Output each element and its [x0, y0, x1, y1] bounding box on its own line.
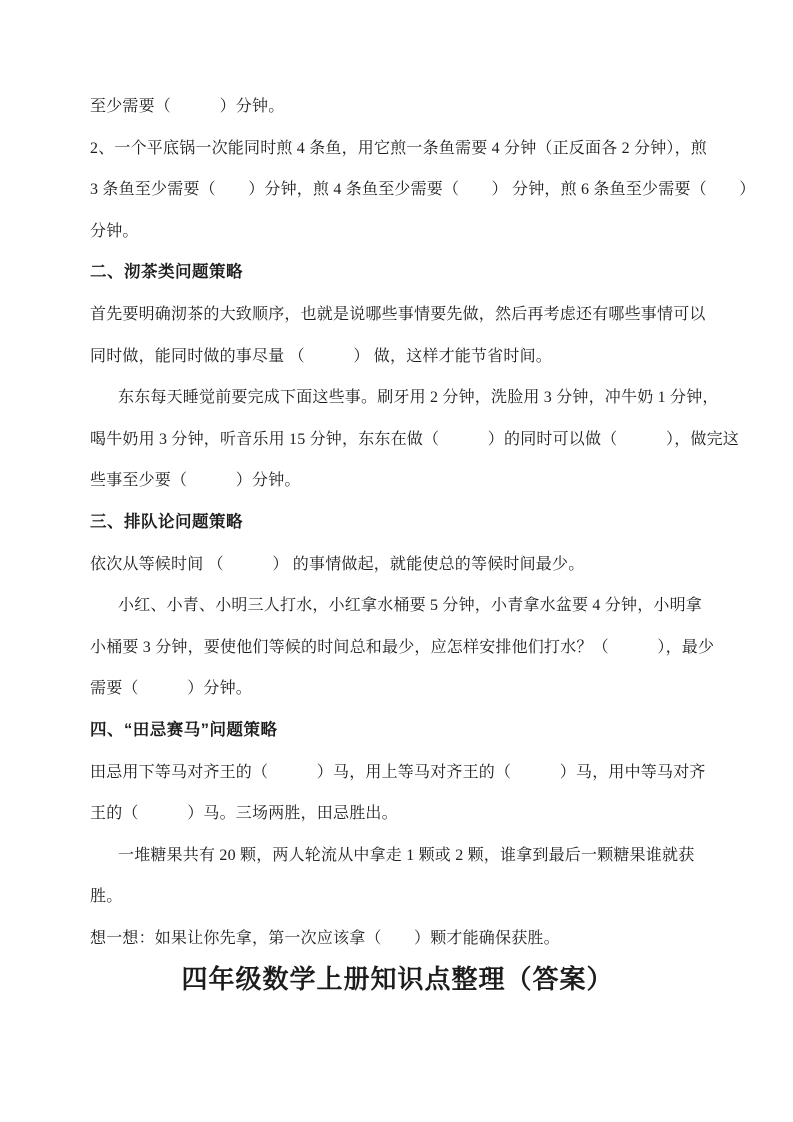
text-line: 胜。 — [90, 888, 123, 906]
text-line: 田忌用下等马对齐王的（ ）马，用上等马对齐王的（ ）马，用中等马对齐 — [90, 763, 706, 781]
text-line: 依次从等候时间 （ ） 的事情做起，就能使总的等候时间最少。 — [90, 555, 585, 573]
text-line: 小桶要 3 分钟，要使他们等候的时间总和最少，应怎样安排他们打水？（ ），最少 — [90, 638, 715, 656]
text-line: 至少需要（ ）分钟。 — [90, 98, 285, 115]
text-line: 首先要明确沏茶的大致顺序，也就是说哪些事情要先做，然后再考虑还有哪些事情可以 — [90, 305, 706, 323]
text-line: 同时做，能同时做的事尽量 （ ） 做，这样才能节省时间。 — [90, 347, 553, 365]
text-line: 3 条鱼至少需要（ ）分钟，煎 4 条鱼至少需要（ ） 分钟，煎 6 条鱼至少需要（ ） — [90, 181, 756, 199]
section-heading-queue: 三、排队论问题策略 — [90, 512, 243, 531]
section-heading-horserace: 四、“田忌赛马”问题策略 — [90, 720, 278, 739]
text-line: 分钟。 — [90, 222, 139, 240]
text-line: 喝牛奶用 3 分钟，听音乐用 15 分钟，东东在做（ ）的同时可以做（ ），做完这 — [90, 430, 740, 448]
section-heading-tea: 二、沏茶类问题策略 — [90, 263, 243, 282]
text-line-problem-2: 2、一个平底锅一次能同时煎 4 条鱼，用它煎一条鱼需要 4 分钟（正反面各 2 分钟），煎 — [90, 139, 708, 157]
text-line: 一堆糖果共有 20 颗，两人轮流从中拿走 1 颗或 2 颗，谁拿到最后一颗糖果谁就获 — [118, 846, 695, 864]
text-line: 东东每天睡觉前要完成下面这些事。刷牙用 2 分钟，洗脸用 3 分钟，冲牛奶 1 分钟， — [118, 389, 719, 407]
text-line: 王的（ ）马。三场两胜，田忌胜出。 — [90, 805, 398, 823]
text-line: 想一想：如果让你先拿，第一次应该拿（ ）颗才能确保获胜。 — [90, 929, 560, 947]
text-line: 小红、小青、小明三人打水，小红拿水桶要 5 分钟，小青拿水盆要 4 分钟，小明拿 — [118, 597, 703, 615]
answers-section-title: 四年级数学上册知识点整理（答案） — [181, 964, 614, 995]
text-line: 需要（ ）分钟。 — [90, 680, 253, 698]
text-line: 些事至少要（ ）分钟。 — [90, 472, 301, 490]
